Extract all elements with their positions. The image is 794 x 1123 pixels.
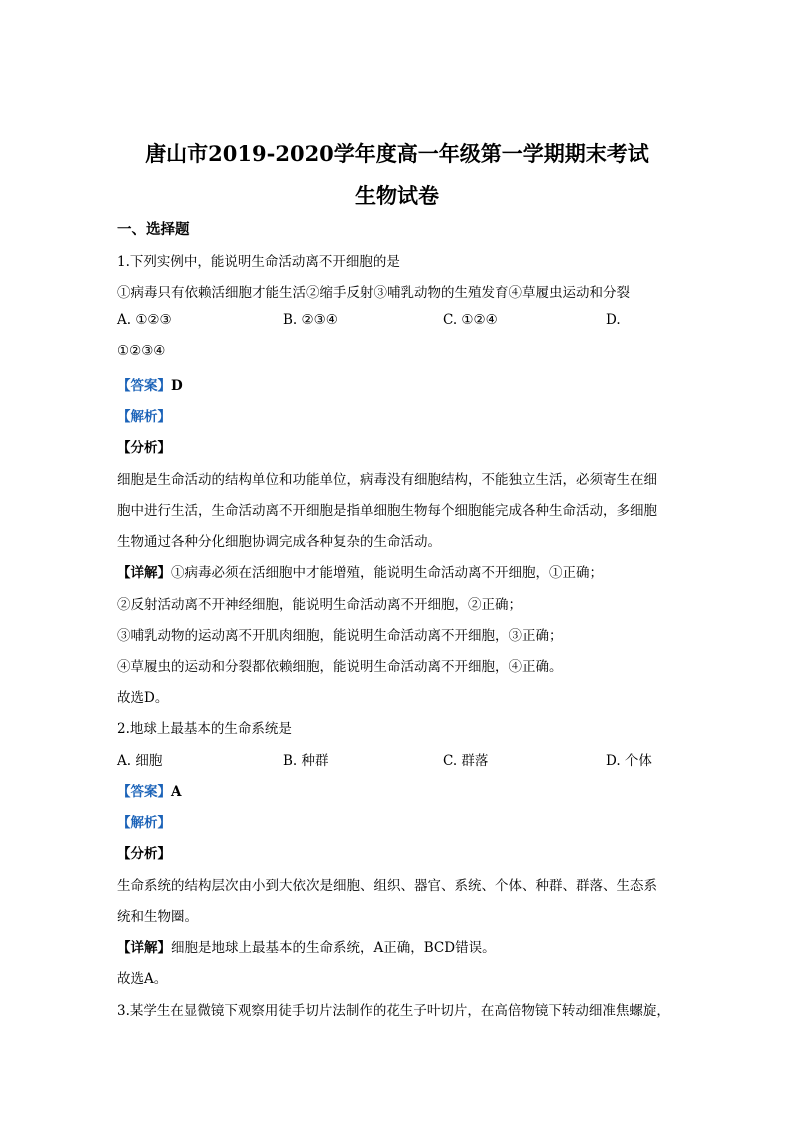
q1-option-b: B. ②③④: [283, 312, 338, 328]
detail-tag: 【详解】: [117, 940, 171, 956]
answer-value: A: [171, 784, 182, 800]
q2-stem: 2.地球上最基本的生命系统是: [117, 721, 292, 737]
q1-fenxi-line: 细胞是生命活动的结构单位和功能单位，病毒没有细胞结构，不能独立生活，必须寄生在细: [117, 472, 657, 488]
detail-text: ①病毒必须在活细胞中才能增殖，能说明生命活动离不开细胞，①正确；: [171, 565, 603, 581]
exam-subtitle: 生物试卷: [355, 183, 439, 208]
q1-option-d-content: ①②③④: [117, 343, 166, 359]
q1-stem: 1.下列实例中，能说明生命活动离不开细胞的是: [117, 254, 400, 270]
q1-detail-line: ②反射活动离不开神经细胞，能说明生命活动离不开细胞，②正确；: [117, 597, 522, 613]
q1-option-d: D.: [606, 312, 621, 328]
q1-fenxi-line: 生物通过各种分化细胞协调完成各种复杂的生命活动。: [117, 534, 441, 550]
q2-answer: [117, 780, 687, 800]
q2-option-d: D. 个体: [606, 753, 652, 769]
section-heading: 一、选择题: [117, 221, 190, 238]
q1-detail-first: [117, 561, 687, 581]
q1-option-a: A. ①②③: [117, 312, 172, 328]
q2-analysis-tag: 【解析】: [117, 815, 171, 831]
q1-option-c: C. ①②④: [443, 312, 498, 328]
q2-fenxi-line: 统和生物圈。: [117, 909, 198, 925]
q2-conclusion: 故选A。: [117, 971, 168, 987]
q2-detail-first: [117, 936, 687, 956]
q2-option-a: A. 细胞: [117, 753, 163, 769]
q2-fenxi-tag: 【分析】: [117, 846, 171, 862]
q1-analysis-tag: 【解析】: [117, 409, 171, 425]
answer-tag: 【答案】: [117, 378, 171, 394]
answer-value: D: [171, 378, 183, 394]
q3-stem: 3.某学生在显微镜下观察用徒手切片法制作的花生子叶切片，在高倍物镜下转动细准焦螺旋，: [117, 1003, 670, 1019]
detail-tag: 【详解】: [117, 565, 171, 581]
exam-title: 唐山市2019-2020学年度高一年级第一学期期末考试: [145, 141, 649, 166]
q1-items: ①病毒只有依赖活细胞才能生活②缩手反射③哺乳动物的生殖发育④草履虫运动和分裂: [117, 285, 630, 301]
q2-option-b: B. 种群: [283, 753, 329, 769]
q1-detail-line: ④草履虫的运动和分裂都依赖细胞，能说明生命活动离不开细胞，④正确。: [117, 659, 563, 675]
q1-fenxi-tag: 【分析】: [117, 440, 171, 456]
q1-fenxi-line: 胞中进行生活，生命活动离不开细胞是指单细胞生物每个细胞能完成各种生命活动，多细胞: [117, 503, 657, 519]
q2-fenxi-line: 生命系统的结构层次由小到大依次是细胞、组织、器官、系统、个体、种群、群落、生态系: [117, 878, 657, 894]
answer-tag: 【答案】: [117, 784, 171, 800]
q1-answer: [117, 374, 687, 394]
q1-detail-line: ③哺乳动物的运动离不开肌肉细胞，能说明生命活动离不开细胞，③正确；: [117, 628, 563, 644]
q2-option-c: C. 群落: [443, 753, 489, 769]
q1-conclusion: 故选D。: [117, 690, 169, 706]
detail-text: 细胞是地球上最基本的生命系统，A正确，BCD错误。: [171, 940, 496, 956]
